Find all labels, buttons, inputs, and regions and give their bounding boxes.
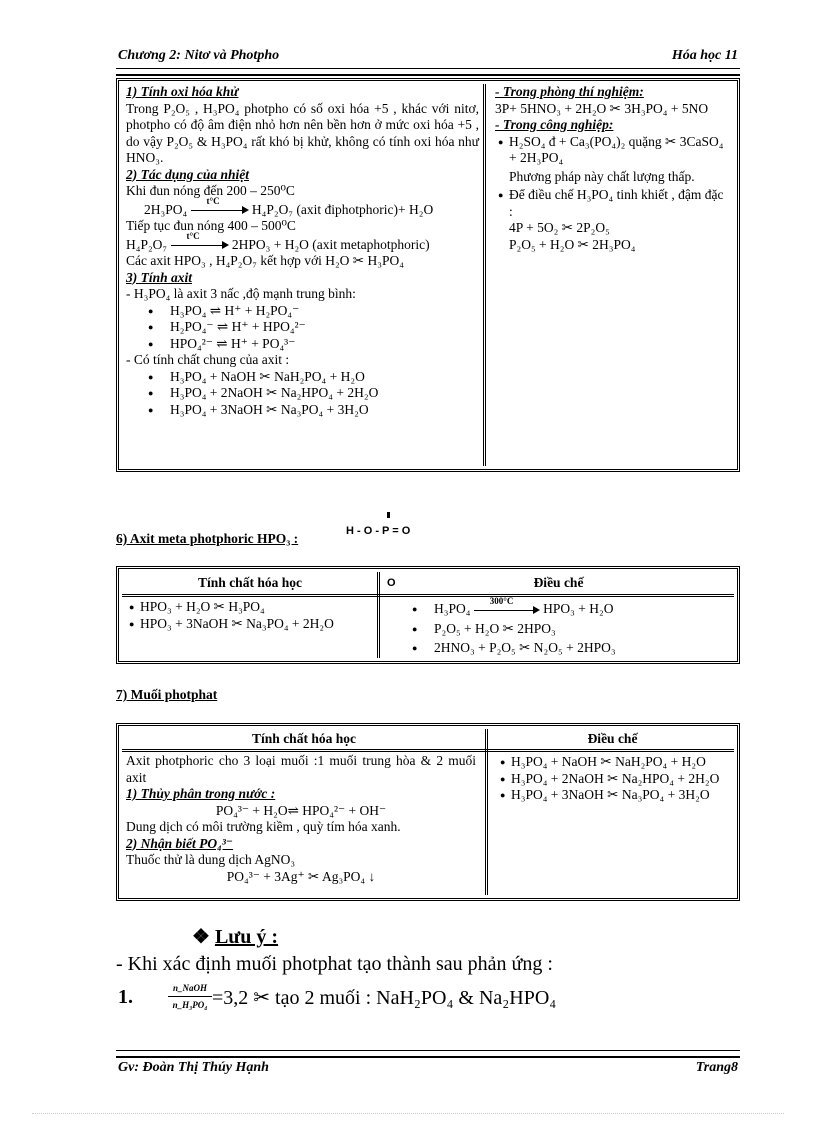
list-item: ● HPO₃ + 3NaOH ✂ Na₃PO₄ + 2H₂O (140, 616, 376, 633)
lab-reaction: 3P+ 5HNO₃ + 2H₂O ✂ 3H₃PO₄ + 5NO (495, 100, 709, 116)
page-edge (32, 1113, 784, 1114)
list-item: ● H₃PO₄ + 3NaOH ✂ Na₃PO₄ + 3H₂O (170, 402, 479, 419)
column-header: Tính chất hóa học (198, 575, 302, 590)
hpo3-preparation-list (406, 595, 734, 657)
acid-properties-table (116, 78, 740, 472)
naoh-reaction-list (126, 369, 479, 419)
mole-ratio-fraction (168, 983, 212, 1010)
acid-text: - H₃PO₄ là axit 3 nấc ,độ mạnh trung bình: (126, 286, 356, 301)
preparation-column (491, 84, 734, 466)
reaction-left: H₄P₂O₇ (126, 236, 168, 252)
column-divider (377, 572, 380, 658)
list-item: ● HPO₄²⁻ ⇌ H⁺ + PO₄³⁻ (170, 336, 479, 353)
note-result: =3,2 ✂ tạo 2 muối : NaH₂PO₄ & Na₂HPO₄ (212, 987, 557, 1009)
reaction-arrow (191, 196, 249, 215)
pure-acid-text: ● Để điều chế H₃PO₄ tinh khiết , đậm đặc : (509, 187, 724, 219)
list-item: ● H₃PO₄ + 3NaOH ✂ Na₃PO₄ + 3H₂O (511, 787, 728, 804)
reaction-condition: t°C (206, 196, 220, 207)
fraction-numerator: n_NaOH (172, 983, 207, 993)
reaction-condition: 300°C (489, 595, 514, 606)
list-item (509, 187, 730, 253)
structure-oxygen: O (387, 577, 396, 589)
hpo3-property-list (126, 599, 376, 632)
phosphate-table (116, 723, 740, 901)
diamond-icon: ❖ (192, 926, 210, 948)
reaction-right: 2HPO₃ + H₂O (axit metaphotphoric) (231, 236, 430, 252)
column-header: Điều chế (587, 731, 638, 746)
heat-text-1: Khi đun nóng đến 200 – 250⁰C (126, 183, 295, 198)
list-item: ● H₃PO₄ ⇌ H⁺ + H₂PO₄⁻ (170, 303, 479, 320)
reaction-arrow (171, 231, 229, 250)
hydrolysis-text: Dung dịch có môi trường kiềm , quỳ tím hóa xanh. (126, 819, 401, 834)
page-header (118, 48, 738, 68)
redox-heading: 1) Tính oxi hóa khử (126, 84, 239, 99)
heat-heading: 2) Tác dụng của nhiệt (126, 166, 250, 182)
reaction-condition: t°C (186, 231, 200, 242)
industry-reaction: ● H₂SO₄ đ + Ca₃(PO₄)₂ quặng ✂ 3CaSO₄ + 2H₃PO₄ (509, 133, 724, 165)
reaction-left: H₃PO₄ (434, 601, 471, 616)
list-item: ● HPO₃ + H₂O ✂ H₃PO₄ (140, 599, 376, 616)
column-header: Điều chế (533, 575, 584, 590)
list-item: ● H₃PO₄ + NaOH ✂ NaH₂PO₄ + H₂O (170, 369, 479, 386)
note-title: Lưu ý : (214, 926, 279, 948)
list-item: ● H₃PO₄ + 2NaOH ✂ Na₂HPO₄ + 2H₂O (511, 771, 728, 788)
reaction-arrow (474, 595, 540, 615)
dissociation-list (126, 303, 479, 353)
list-item (434, 595, 734, 618)
acid-heading: 3) Tính axit (126, 269, 193, 285)
reaction-left: 2H₃PO₄ (144, 201, 188, 217)
column-divider (485, 729, 488, 895)
list-item: ● H₃PO₄ + 2NaOH ✂ Na₂HPO₄ + 2H₂O (170, 385, 479, 402)
note-text: - Khi xác định muối photphat tạo thành sau phản ứng : (116, 953, 553, 975)
heat-text-3: Các axit HPO₃ , H₄P₂O₇ kết hợp với H₂O ✂ H₃PO₄ (126, 253, 404, 268)
structure-bond (387, 512, 390, 518)
footer-rule (116, 1050, 740, 1058)
header-rule (116, 68, 740, 76)
pure-acid-reaction-1: 4P + 5O₂ ✂ 2P₂O₅ (509, 220, 610, 235)
industry-list (495, 134, 730, 254)
pure-acid-reaction-2: P₂O₅ + H₂O ✂ 2H₃PO₄ (509, 236, 636, 252)
lab-heading: - Trong phòng thí nghiệm: (495, 84, 644, 99)
hpo3-preparation (384, 595, 734, 657)
subject-title: Hóa học 11 (671, 48, 738, 63)
list-item: ● H₂PO₄⁻ ⇌ H⁺ + HPO₄²⁻ (170, 319, 479, 336)
phosphate-preparation-list (497, 754, 728, 804)
redox-text: Trong P₂O₅ , H₃PO₄ photpho có số oxi hóa +5 , khác với nitơ, photpho có độ âm điện nhỏ hơn nên bền hơn ở mức oxi hóa +5 , do vậy P₂O₅ & H₃PO₄ rất khó bị khử, không có tính oxi hóa như HNO₃. (126, 100, 479, 165)
heat-reaction-1 (126, 196, 479, 219)
phosphate-properties (122, 753, 480, 885)
section-7-title: 7) Muối photphat (116, 687, 218, 702)
column-header: Tính chất hóa học (252, 731, 356, 746)
hydrolysis-equation: PO₄³⁻ + H₂O⇌ HPO₄²⁻ + OH⁻ (215, 802, 387, 818)
section-6-title: 6) Axit meta photphoric HPO₃ : (116, 531, 299, 546)
hpo3-properties (122, 599, 376, 632)
teacher-name: Gv: Đoàn Thị Thúy Hạnh (118, 1060, 269, 1075)
industry-heading: - Trong công nghiệp: (495, 117, 614, 132)
structure-line: H - O - P = O (346, 525, 411, 537)
identification-heading: 2) Nhận biết PO₄³⁻ (126, 835, 234, 851)
list-item: ● P₂O₅ + H₂O ✂ 2HPO₃ (434, 621, 734, 638)
identification-text: Thuốc thử là dung dịch AgNO₃ (126, 852, 296, 867)
industry-note: Phương pháp này chất lượng thấp. (509, 168, 695, 184)
salt-types-text: Axit photphoric cho 3 loại muối :1 muối trung hòa & 2 muối axit (126, 753, 476, 785)
hydrolysis-heading: 1) Thủy phân trong nước : (126, 786, 276, 801)
list-item (509, 134, 730, 186)
reaction-right: H₄P₂O₇ (axit điphotphoric)+ H₂O (251, 201, 434, 217)
hpo3-table (116, 566, 740, 664)
table-header-row (122, 729, 734, 752)
heat-reaction-2 (126, 231, 479, 254)
table-header-row (122, 572, 734, 597)
fraction-denominator: n_H₃PO₄ (172, 1000, 208, 1010)
reaction-right: HPO₃ + H₂O (543, 601, 614, 616)
list-item: ● 2HNO₃ + P₂O₅ ✂ N₂O₅ + 2HPO₃ (434, 640, 734, 657)
properties-column (122, 84, 486, 466)
note-number: 1. (118, 986, 133, 1008)
chapter-title: Chương 2: Nitơ và Photpho (118, 48, 280, 63)
identification-equation: PO₄³⁻ + 3Ag⁺ ✂ Ag₃PO₄ ↓ (226, 868, 376, 884)
page-footer (118, 1060, 738, 1076)
list-item: ● H₃PO₄ + NaOH ✂ NaH₂PO₄ + H₂O (511, 754, 728, 771)
phosphate-preparation (491, 754, 734, 804)
common-acid-text: - Có tính chất chung của axit : (126, 352, 290, 367)
note-heading (192, 924, 278, 949)
heat-text-2: Tiếp tục đun nóng 400 – 500⁰C (126, 218, 296, 233)
page-number: Trang8 (695, 1060, 738, 1075)
